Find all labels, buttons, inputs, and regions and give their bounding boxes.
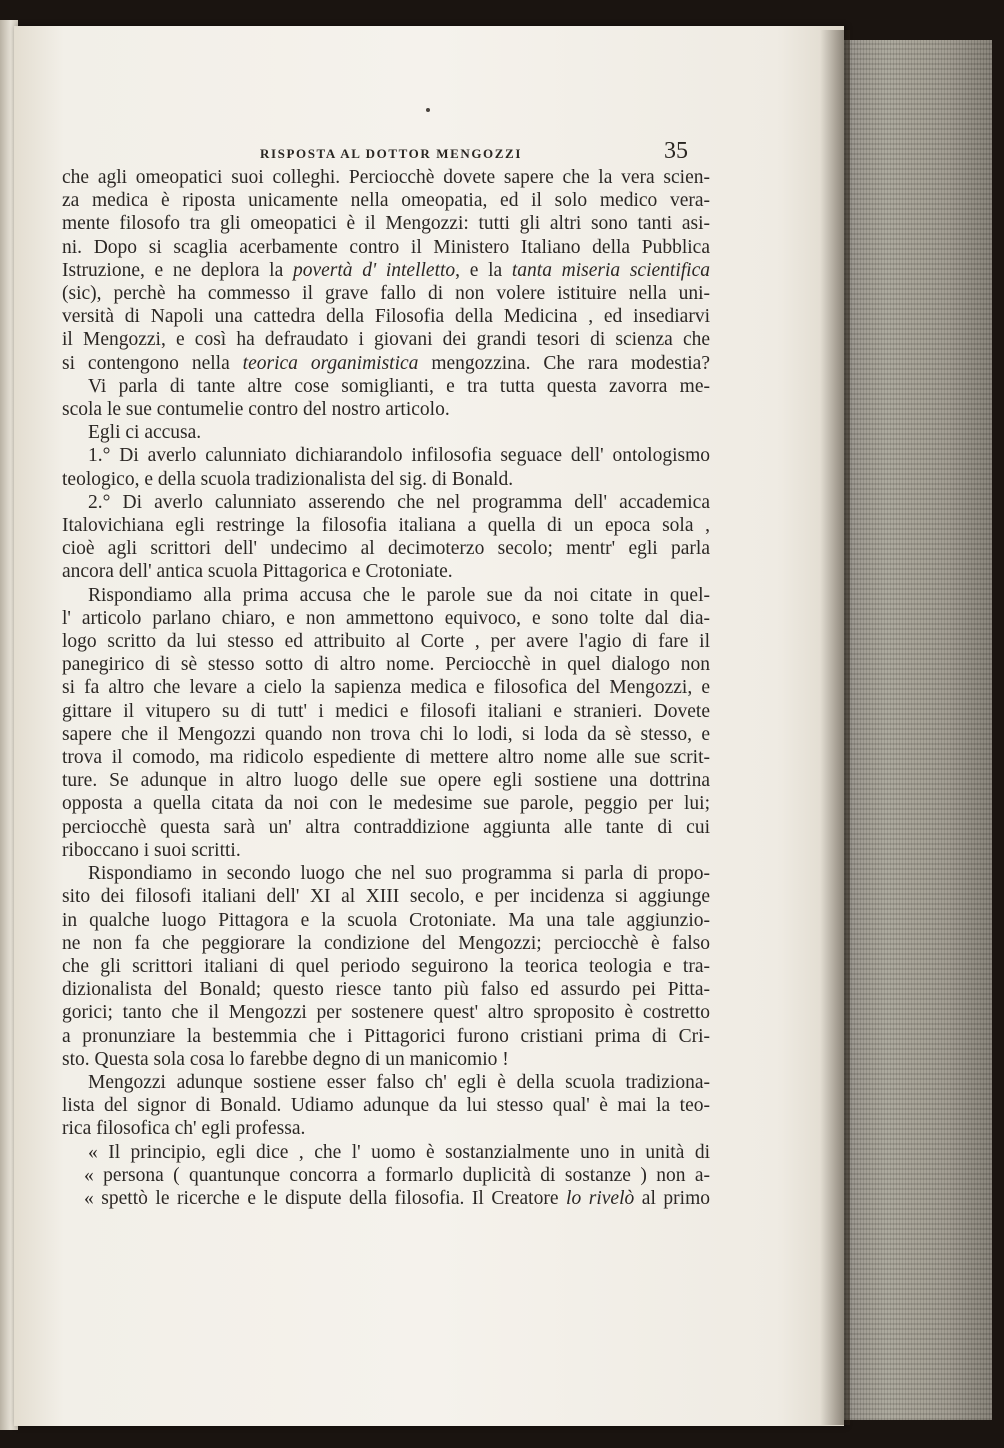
text-line: ne non fa che peggiorare la condizione del Mengozzi; perciocchè è falso	[62, 932, 710, 954]
text-line: ancora dell' antica scuola Pittagorica e Crotoniate.	[62, 561, 453, 583]
text-line: sto. Questa sola cosa lo farebbe degno di un manicomio !	[62, 1048, 509, 1070]
text-line: lista del signor di Bonald. Udiamo adunque da lui stesso qual' è mai la teo-	[62, 1095, 710, 1117]
text-line: a pronunziare la bestemmia che i Pittagorici furono cristiani prima di Cri-	[62, 1025, 710, 1047]
text-line: sito dei filosofi italiani dell' XI al XIII secolo, e per incidenza si aggiunge	[62, 886, 710, 908]
text-line: cioè agli scrittori dell' undecimo al decimoterzo secolo; mentr' egli parla	[62, 538, 710, 560]
text-line: il Mengozzi, e così ha defraudato i giovani dei grandi tesori di scienza che	[62, 329, 710, 351]
text-line: si fa altro che levare a cielo la sapienza medica e filosofica del Mengozzi, e	[62, 677, 710, 699]
text-line: che agli omeopatici suoi colleghi. Perciocchè dovete sapere che la vera scien-	[62, 167, 710, 188]
text-line: Egli ci accusa.	[88, 422, 202, 444]
text-line: trova il comodo, ma ridicolo espediente di mettere altro nome alle sue scrit-	[62, 747, 710, 769]
text-line: teologico, e della scuola tradizionalista del sig. di Bonald.	[62, 468, 514, 490]
text-line: Rispondiamo in secondo luogo che nel suo programma si parla di propo-	[88, 863, 710, 885]
text-line: perciocchè questa sarà un' altra contraddizione aggiunta alle tante di cui	[62, 816, 710, 838]
text-line: rica filosofica ch' egli professa.	[62, 1118, 306, 1140]
text-line: Italovichiana egli restringe la filosofia italiana a quella di un epoca sola ,	[62, 515, 710, 537]
text-line: Istruzione, e ne deplora la povertà d' intelletto, e la tanta miseria scientifica	[62, 259, 710, 281]
text-line: si contengono nella teorica organimistica mengozzina. Che rara modestia?	[62, 352, 710, 374]
text-line: in qualche luogo Pittagora e la scuola Crotoniate. Ma una tale aggiunzio-	[62, 909, 710, 931]
text-line: (sic), perchè ha commesso il grave fallo di non volere istituire nella uni-	[62, 283, 710, 305]
body-text	[62, 166, 710, 1210]
book-page-block-edge	[842, 40, 992, 1420]
text-line: Mengozzi adunque sostiene esser falso ch' egli è della scuola tradiziona-	[88, 1071, 710, 1093]
text-line: sapere che il Mengozzi quando non trova chi lo lodi, si loda da sè stesso, e	[62, 723, 710, 745]
text-line: gittare il vitupero su di tutt' i medici e filosofi italiani e stranieri. Dovete	[62, 700, 710, 722]
text-line: 2.° Di averlo calunniato asserendo che nel programma dell' accademica	[88, 491, 710, 513]
text-line: « Il principio, egli dice , che l' uomo è sostanzialmente uno in unità di	[88, 1141, 710, 1163]
text-line: panegirico di sè stesso sotto di altro nome. Perciocchè in quel dialogo non	[62, 654, 710, 676]
text-line: scola le sue contumelie contro del nostro articolo.	[62, 399, 450, 421]
text-line: versità di Napoli una cattedra della Filosofia della Medicina , ed insediarvi	[62, 306, 710, 328]
text-line: « spettò le ricerche e le dispute della filosofia. Il Creatore lo rivelò al primo	[84, 1187, 710, 1209]
text-line: ture. Se adunque in altro luogo delle sue opere egli sostiene una dottrina	[62, 770, 710, 792]
page-number: 35	[664, 138, 688, 164]
text-line: che gli scrittori italiani di quel periodo seguirono la teorica teologia e tra-	[62, 955, 710, 977]
gutter-shadow	[820, 30, 850, 1425]
text-line: ni. Dopo si scaglia acerbamente contro il Ministero Italiano della Pubblica	[62, 236, 710, 258]
text-line: gorici; tanto che il Mengozzi per sostenere quest' altro sproposito è costretto	[62, 1002, 710, 1024]
text-line: « persona ( quantunque concorra a formarlo duplicità di sostanze ) non a-	[84, 1164, 710, 1186]
text-line: dizionalista del Bonald; questo riesce tanto più falso ed assurdo pei Pitta-	[62, 979, 710, 1001]
running-head: RISPOSTA AL DOTTOR MENGOZZI	[260, 146, 522, 161]
text-line: mente filosofo tra gli omeopatici è il Mengozzi: tutti gli altri sono tanti asi-	[62, 213, 710, 235]
ink-speck	[426, 108, 430, 112]
text-line: opposta a quella citata da noi con le medesime sue parole, peggio per lui;	[62, 793, 710, 815]
text-line: l' articolo parlano chiaro, e non ammettono equivoco, e sono tolte dal dia-	[62, 607, 710, 629]
text-line: 1.° Di averlo calunniato dichiarandolo infilosofia seguace dell' ontologismo	[88, 445, 710, 467]
text-line: riboccano i suoi scritti.	[62, 839, 241, 861]
text-line: za medica è riposta unicamente nella omeopatia, ed il solo medico vera-	[62, 190, 710, 212]
text-line: logo scritto da lui stesso ed attribuito al Corte , per avere l'agio di fare il	[62, 631, 710, 653]
text-line: Rispondiamo alla prima accusa che le parole sue da noi citate in quel-	[88, 584, 710, 606]
text-line: Vi parla di tante altre cose somiglianti, e tra tutta questa zavorra me-	[88, 375, 710, 397]
